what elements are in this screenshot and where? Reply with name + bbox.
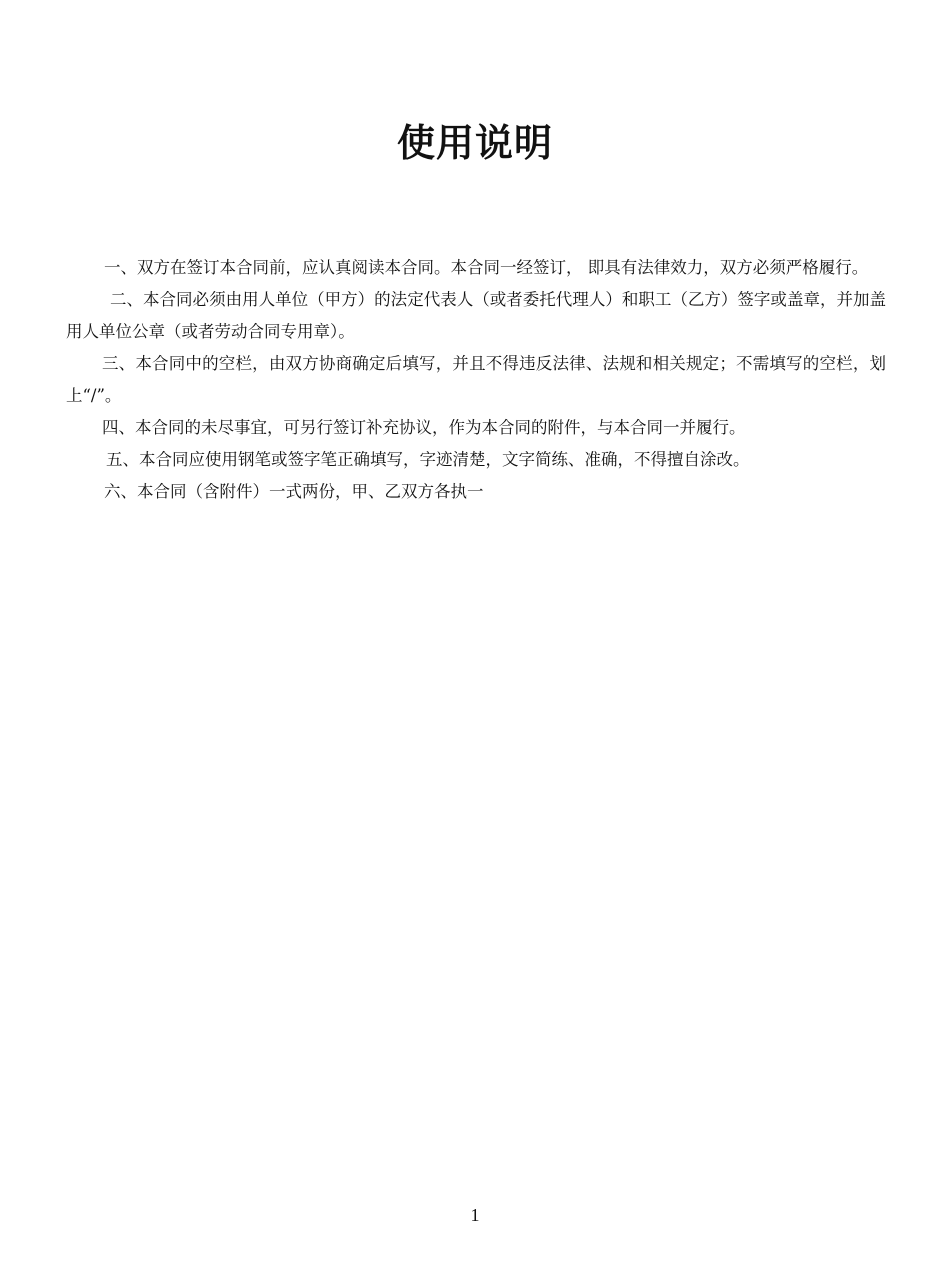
page-number: 1 (470, 1205, 480, 1225)
instruction-paragraph-1: 一、双方在签订本合同前，应认真阅读本合同。本合同一经签订， 即具有法律效力，双方必须严格履行。 (104, 258, 869, 277)
page-title: 使用说明 (396, 121, 553, 165)
instructions-body (66, 252, 886, 508)
instruction-paragraph-3: 三、本合同中的空栏，由双方协商确定后填写，并且不得违反法律、法规和相关规定；不需填写的空栏，划上“/”。 (66, 354, 886, 405)
instruction-paragraph-5: 五、本合同应使用钢笔或签字笔正确填写，字迹清楚，文字简练、准确，不得擅自涂改。 (106, 450, 750, 469)
instruction-paragraph-4: 四、本合同的未尽事宜，可另行签订补充协议，作为本合同的附件，与本合同一并履行。 (102, 418, 746, 437)
instruction-paragraph-2: 二、本合同必须由用人单位（甲方）的法定代表人（或者委托代理人）和职工（乙方）签字或盖章，并加盖用人单位公章（或者劳动合同专用章）。 (66, 290, 886, 341)
instruction-paragraph-6: 六、本合同（含附件）一式两份，甲、乙双方各执一 (104, 482, 484, 501)
